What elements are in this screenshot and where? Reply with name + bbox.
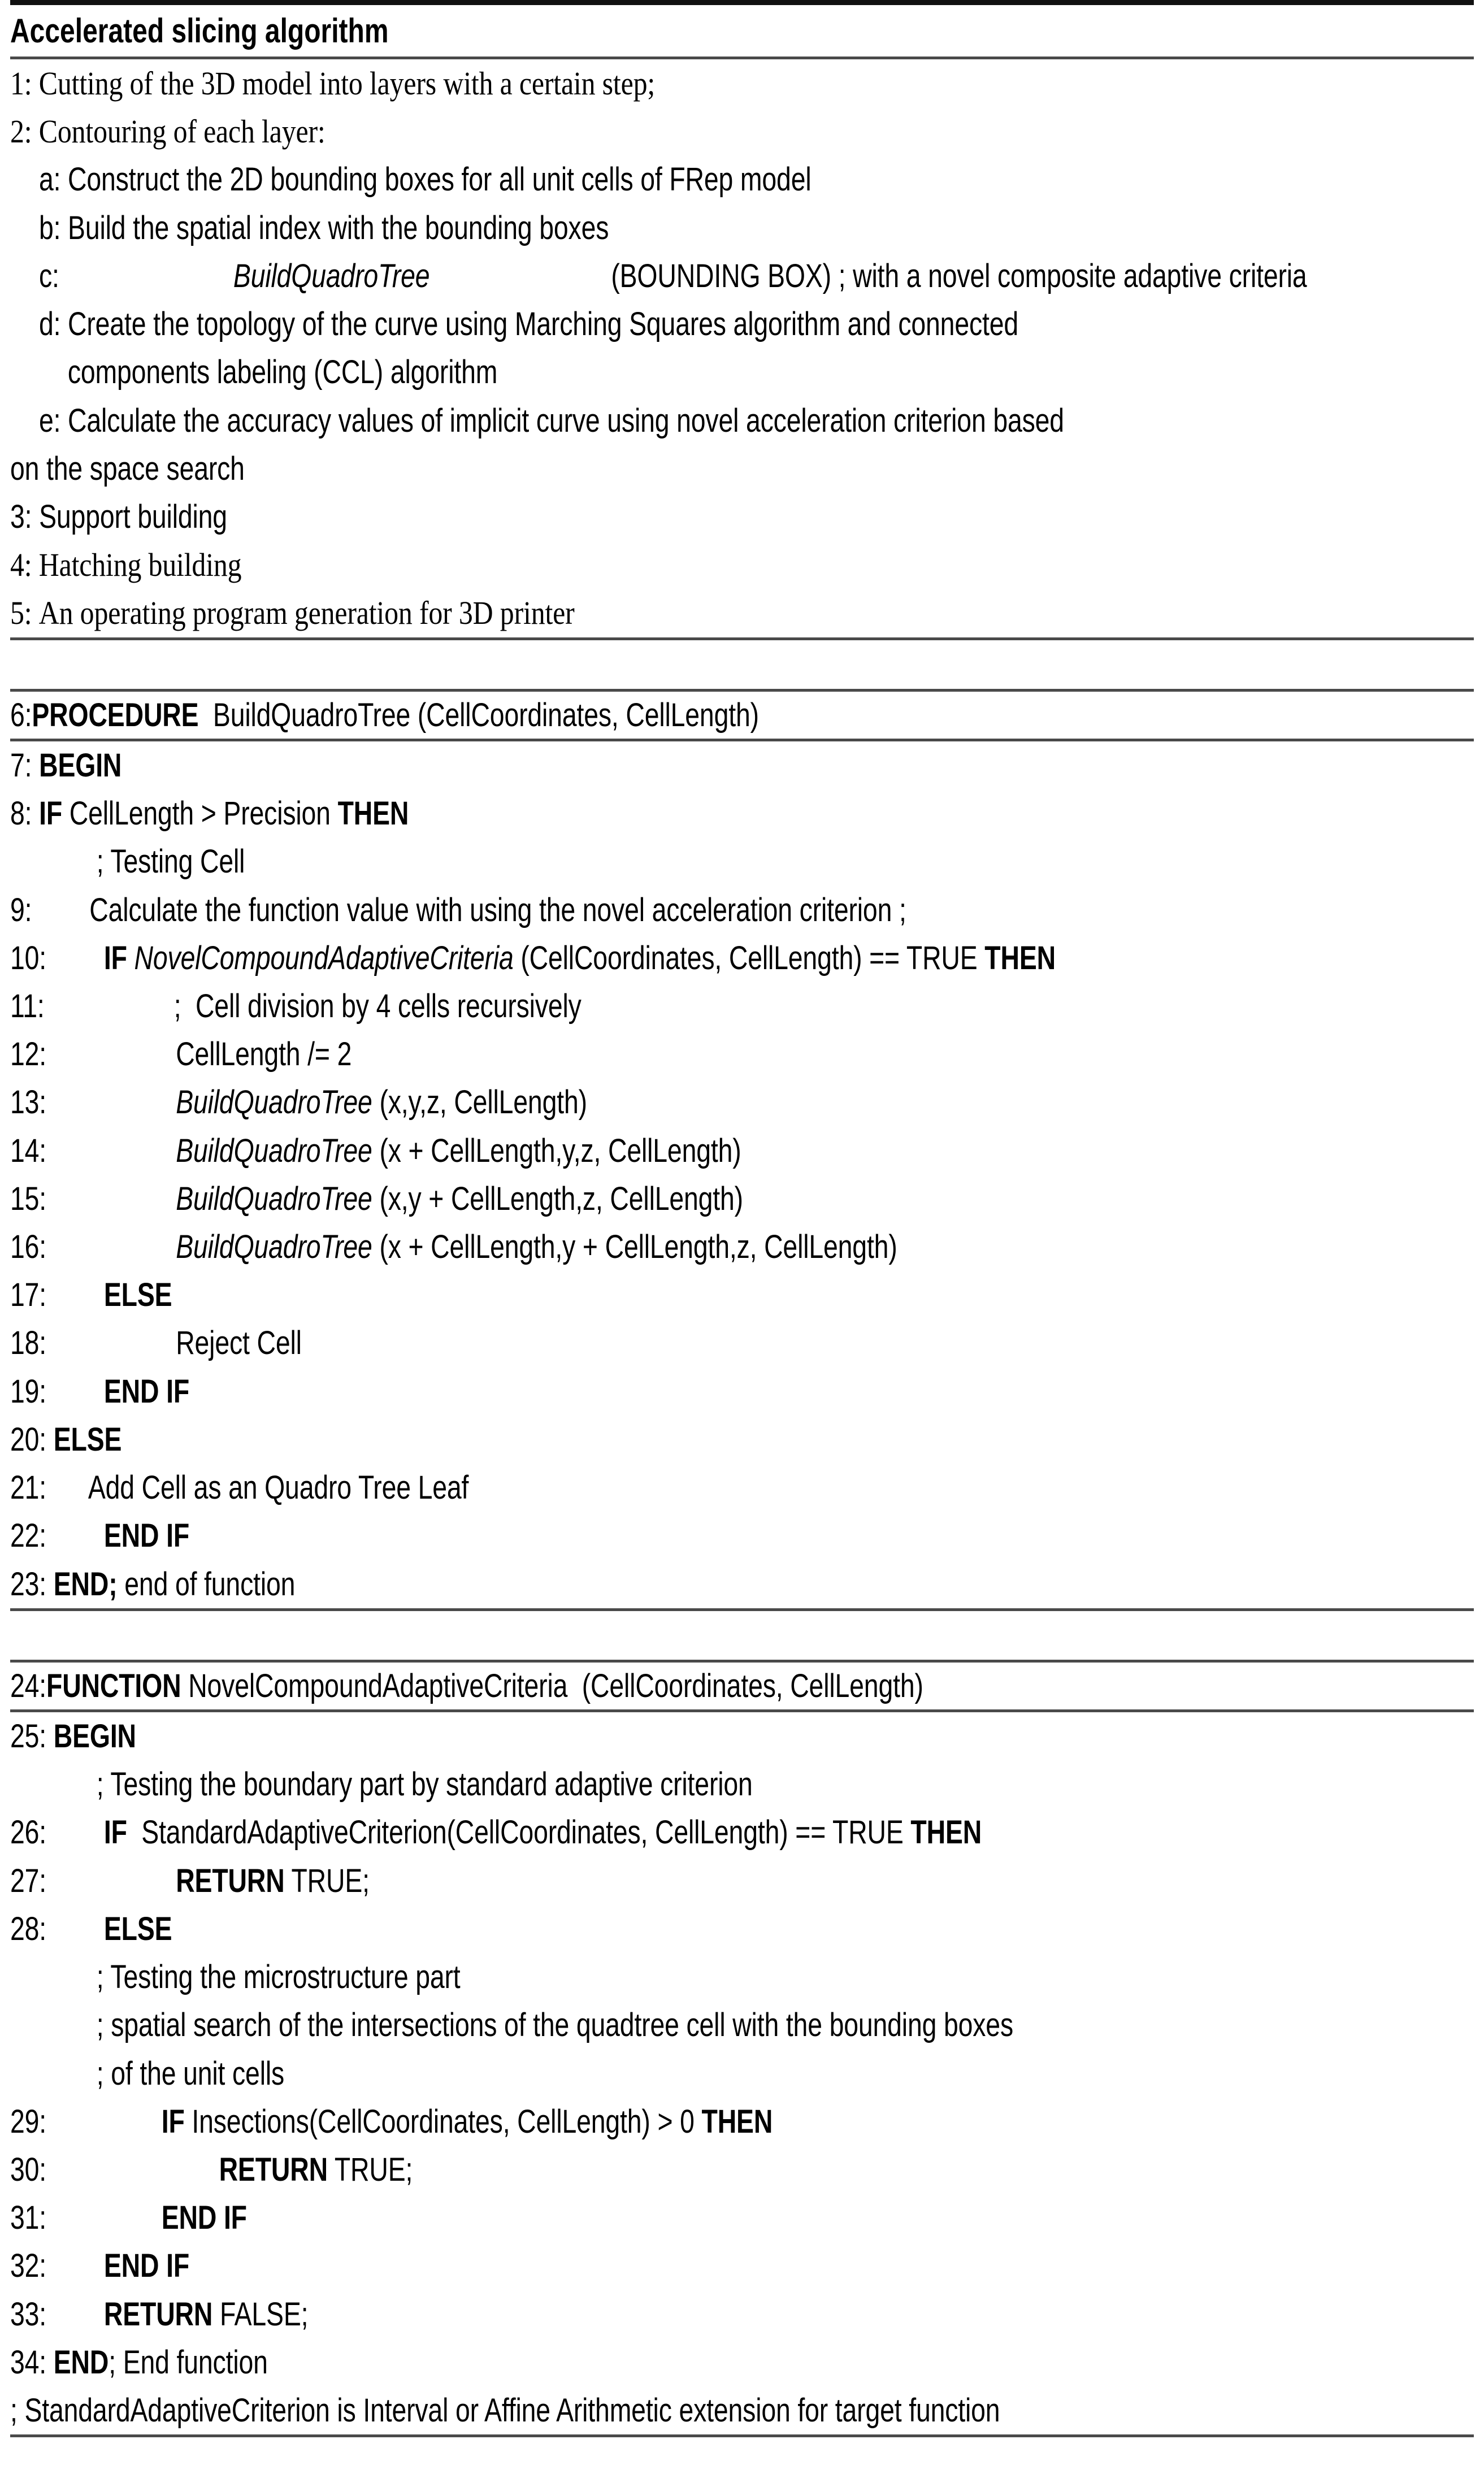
line-number: 10:: [10, 939, 47, 976]
line-prefix: [46, 2345, 54, 2380]
algo-line-18: [10, 1319, 1474, 1367]
keyword-return: RETURN: [103, 2295, 213, 2333]
line-number: 19:: [10, 1373, 47, 1410]
line-text: b: Build the spatial index with the bounding boxes: [10, 209, 609, 246]
line-number: 25:: [10, 1718, 47, 1755]
line-prefix: [46, 1277, 104, 1313]
algo-line-29: [10, 2098, 1474, 2146]
line-number: 13:: [10, 1084, 47, 1121]
keyword-end-if: END IF: [161, 2199, 247, 2237]
bottom-rule: [10, 2434, 1474, 2437]
line-text: An operating program generation for 3D printer: [32, 594, 575, 632]
algo-line-7: [10, 741, 1474, 789]
return-value: TRUE;: [327, 2151, 413, 2188]
keyword-end-if: END IF: [103, 1373, 190, 1410]
algo-line-2d: [10, 300, 1474, 348]
algo-line-28: [10, 1905, 1474, 1953]
algo-line-26: [10, 1808, 1474, 1856]
keyword-procedure: PROCEDURE: [32, 696, 199, 733]
line-text: components labeling (CCL) algorithm: [10, 354, 498, 391]
algo-line-12: [10, 1030, 1474, 1078]
section-buildquadrotree: [10, 692, 1474, 1608]
line-number: 1:: [10, 65, 32, 102]
line-prefix: [46, 1374, 104, 1409]
line-text: a: Construct the 2D bounding boxes for all unit cells of FRep model: [10, 161, 812, 198]
section-gap-2: [10, 1611, 1474, 1660]
line-prefix: [46, 1518, 104, 1553]
algo-comment-spatial-search: [10, 2001, 1474, 2049]
line-prefix: [46, 2248, 104, 2284]
line-prefix: [46, 1911, 104, 1947]
line-number: 29:: [10, 2103, 47, 2140]
algo-line-2c: [10, 252, 1474, 300]
algo-line-2a: [10, 155, 1474, 203]
spacer: [127, 940, 134, 976]
keyword-if: IF: [103, 1814, 127, 1851]
line-number: 26:: [10, 1814, 47, 1851]
keyword-if: IF: [39, 795, 63, 832]
algorithm-title: Accelerated slicing algorithm: [10, 12, 389, 50]
algo-line-21: [10, 1464, 1474, 1512]
line-number: 2:: [10, 113, 32, 150]
algo-line-3: [10, 493, 1474, 541]
line-prefix: [46, 2152, 219, 2187]
line-prefix: [46, 1181, 176, 1217]
keyword-end-if: END IF: [103, 2247, 190, 2285]
line-prefix: [46, 2297, 104, 2332]
line-args: (x,y + CellLength,z, CellLength): [372, 1180, 743, 1217]
line-number: 30:: [10, 2151, 47, 2188]
keyword-then: THEN: [910, 1814, 982, 1851]
line-text: ; Testing Cell: [10, 843, 245, 880]
keyword-if: IF: [161, 2103, 185, 2140]
algo-comment-unit-cells: [10, 2050, 1474, 2098]
line-prefix: [46, 2104, 162, 2139]
keyword-then: THEN: [701, 2103, 773, 2140]
algo-line-25: [10, 1712, 1474, 1760]
algo-line-11: [10, 982, 1474, 1030]
line-number: 12:: [10, 1036, 47, 1073]
line-text: ; Testing the microstructure part: [10, 1959, 461, 1996]
call-buildquadrotree: BuildQuadroTree: [176, 1084, 372, 1121]
condition-text: (CellCoordinates, CellLength) == TRUE: [513, 939, 985, 976]
algo-line-20: [10, 1416, 1474, 1464]
line-number: 34:: [10, 2343, 47, 2381]
line-prefix: [46, 1815, 104, 1850]
call-buildquadrotree: BuildQuadroTree: [176, 1229, 372, 1266]
algo-line-8: [10, 789, 1474, 837]
keyword-end: END: [53, 2343, 109, 2381]
line-number: 28:: [10, 1910, 47, 1947]
line-number: 6:: [10, 696, 32, 733]
keyword-then: THEN: [337, 795, 409, 832]
line-text: Add Cell as an Quadro Tree Leaf: [46, 1469, 469, 1507]
algo-line-2b: [10, 204, 1474, 252]
algo-line-4: [10, 541, 1474, 589]
line-number: 24:: [10, 1667, 47, 1704]
procedure-header: [10, 692, 1474, 739]
line-prefix: c:: [10, 257, 67, 294]
algo-line-32: [10, 2242, 1474, 2290]
keyword-return: RETURN: [219, 2151, 328, 2188]
call-buildquadrotree: BuildQuadroTree: [176, 1132, 372, 1169]
line-number: 23:: [10, 1565, 47, 1603]
line-prefix: [46, 1229, 176, 1265]
call-novelcompoundadaptivecriteria: NovelCompoundAdaptiveCriteria: [134, 939, 514, 976]
line-suffix: ; End function: [109, 2343, 268, 2381]
line-prefix: [46, 1084, 176, 1120]
line-number: 18:: [10, 1325, 47, 1362]
line-text: Calculate the function value with using the novel acceleration criterion ;: [32, 891, 906, 928]
line-prefix: [46, 1718, 54, 1754]
line-number: 21:: [10, 1469, 47, 1507]
condition-text: CellLength > Precision: [62, 795, 338, 832]
algo-line-34: [10, 2338, 1474, 2386]
line-number: 17:: [10, 1277, 47, 1314]
algo-line-5: [10, 589, 1474, 637]
algo-comment-standardadaptivecriterion: [10, 2386, 1474, 2434]
line-prefix: [46, 1863, 176, 1899]
keyword-return: RETURN: [176, 1862, 285, 1899]
line-text: Hatching building: [32, 546, 242, 584]
line-text: Support building: [32, 498, 227, 535]
line-number: 11:: [10, 987, 45, 1025]
line-text: ; Cell division by 4 cells recursively: [44, 987, 582, 1025]
section-gap-1: [10, 640, 1474, 689]
line-number: 14:: [10, 1132, 47, 1169]
algo-line-23: [10, 1560, 1474, 1608]
algo-line-27: [10, 1857, 1474, 1905]
line-number: 16:: [10, 1229, 47, 1266]
algo-line-9: [10, 886, 1474, 934]
function-signature: NovelCompoundAdaptiveCriteria (CellCoordinates, CellLength): [181, 1667, 923, 1704]
keyword-begin: BEGIN: [39, 746, 122, 784]
keyword-begin: BEGIN: [53, 1718, 136, 1755]
keyword-else: ELSE: [103, 1277, 172, 1314]
line-text: Reject Cell: [46, 1325, 302, 1362]
line-number: 31:: [10, 2199, 47, 2237]
line-text: Contouring of each layer:: [32, 113, 326, 150]
condition-text: Insections(CellCoordinates, CellLength) > 0: [184, 2103, 702, 2140]
algo-line-2e-cont: [10, 445, 1474, 493]
line-number: 4:: [10, 546, 32, 584]
line-text: CellLength /= 2: [46, 1036, 352, 1073]
line-prefix: [46, 1133, 176, 1169]
line-suffix: (BOUNDING BOX) ; with a novel composite adaptive criteria: [596, 257, 1307, 294]
line-prefix: [46, 1566, 54, 1602]
line-number: 5:: [10, 594, 32, 632]
keyword-function: FUNCTION: [46, 1667, 181, 1704]
algo-line-2d-cont: [10, 348, 1474, 396]
algo-line-10: [10, 934, 1474, 982]
keyword-if: IF: [103, 939, 127, 976]
line-text: d: Create the topology of the curve using Marching Squares algorithm and connected: [10, 306, 1019, 343]
line-text: ; Testing the boundary part by standard adaptive criterion: [10, 1766, 753, 1803]
line-prefix: [46, 1422, 54, 1457]
algo-line-17: [10, 1271, 1474, 1319]
line-prefix: [32, 796, 39, 831]
line-text: Cutting of the 3D model into layers with a certain step;: [32, 65, 656, 102]
line-number: 7:: [10, 746, 32, 784]
line-prefix: [32, 748, 39, 783]
algo-line-13: [10, 1078, 1474, 1126]
line-number: 33:: [10, 2295, 47, 2333]
keyword-then: THEN: [984, 939, 1056, 976]
algo-comment-microstructure-part: [10, 1953, 1474, 2001]
line-number: 8:: [10, 795, 32, 832]
algo-line-14: [10, 1127, 1474, 1175]
line-prefix: [46, 2200, 162, 2236]
algo-line-30: [10, 2146, 1474, 2194]
condition-text: StandardAdaptiveCriterion(CellCoordinates, CellLength) == TRUE: [127, 1814, 911, 1851]
line-args: (x,y,z, CellLength): [372, 1084, 587, 1121]
procedure-signature: BuildQuadroTree (CellCoordinates, CellLength): [198, 696, 759, 733]
line-args: (x + CellLength,y,z, CellLength): [372, 1132, 741, 1169]
line-number: 22:: [10, 1517, 47, 1555]
algo-line-1: [10, 59, 1474, 107]
return-value: FALSE;: [212, 2295, 309, 2333]
algo-line-15: [10, 1175, 1474, 1223]
line-number: 32:: [10, 2247, 47, 2285]
line-prefix: [46, 940, 104, 976]
line-number: 27:: [10, 1862, 47, 1899]
line-text: on the space search: [10, 450, 245, 487]
line-number: 20:: [10, 1421, 47, 1458]
return-value: TRUE;: [284, 1862, 370, 1899]
algo-comment-boundary-part: [10, 1760, 1474, 1808]
algo-line-19: [10, 1368, 1474, 1416]
line-suffix: end of function: [117, 1565, 296, 1603]
algo-comment-testing-cell: [10, 837, 1474, 886]
section-main-steps: [10, 59, 1474, 637]
line-text: ; spatial search of the intersections of the quadtree cell with the bounding boxes: [10, 2007, 1013, 2044]
line-number: 3:: [10, 498, 32, 535]
keyword-end: END;: [53, 1565, 118, 1603]
top-rule: [10, 0, 1474, 5]
algo-line-31: [10, 2194, 1474, 2242]
line-text: ; StandardAdaptiveCriterion is Interval or Affine Arithmetic extension for target function: [10, 2392, 1000, 2429]
call-buildquadrotree: BuildQuadroTree: [176, 1180, 372, 1217]
algo-line-33: [10, 2290, 1474, 2338]
line-number: 15:: [10, 1180, 47, 1217]
algo-line-22: [10, 1512, 1474, 1560]
line-args: (x + CellLength,y + CellLength,z, CellLength): [372, 1229, 897, 1266]
line-text: ; of the unit cells: [10, 2055, 285, 2092]
section-novelcompoundadaptivecriteria: [10, 1663, 1474, 2435]
keyword-else: ELSE: [53, 1421, 122, 1458]
keyword-end-if: END IF: [103, 1517, 190, 1555]
keyword-else: ELSE: [103, 1910, 172, 1947]
function-header: [10, 1663, 1474, 1709]
line-text: e: Calculate the accuracy values of implicit curve using novel acceleration criterion based: [10, 402, 1064, 439]
line-number: 9:: [10, 891, 32, 928]
algo-line-2e: [10, 397, 1474, 445]
algo-line-2: [10, 107, 1474, 155]
call-buildquadrotree: BuildQuadroTree: [233, 257, 430, 294]
algo-line-16: [10, 1223, 1474, 1271]
